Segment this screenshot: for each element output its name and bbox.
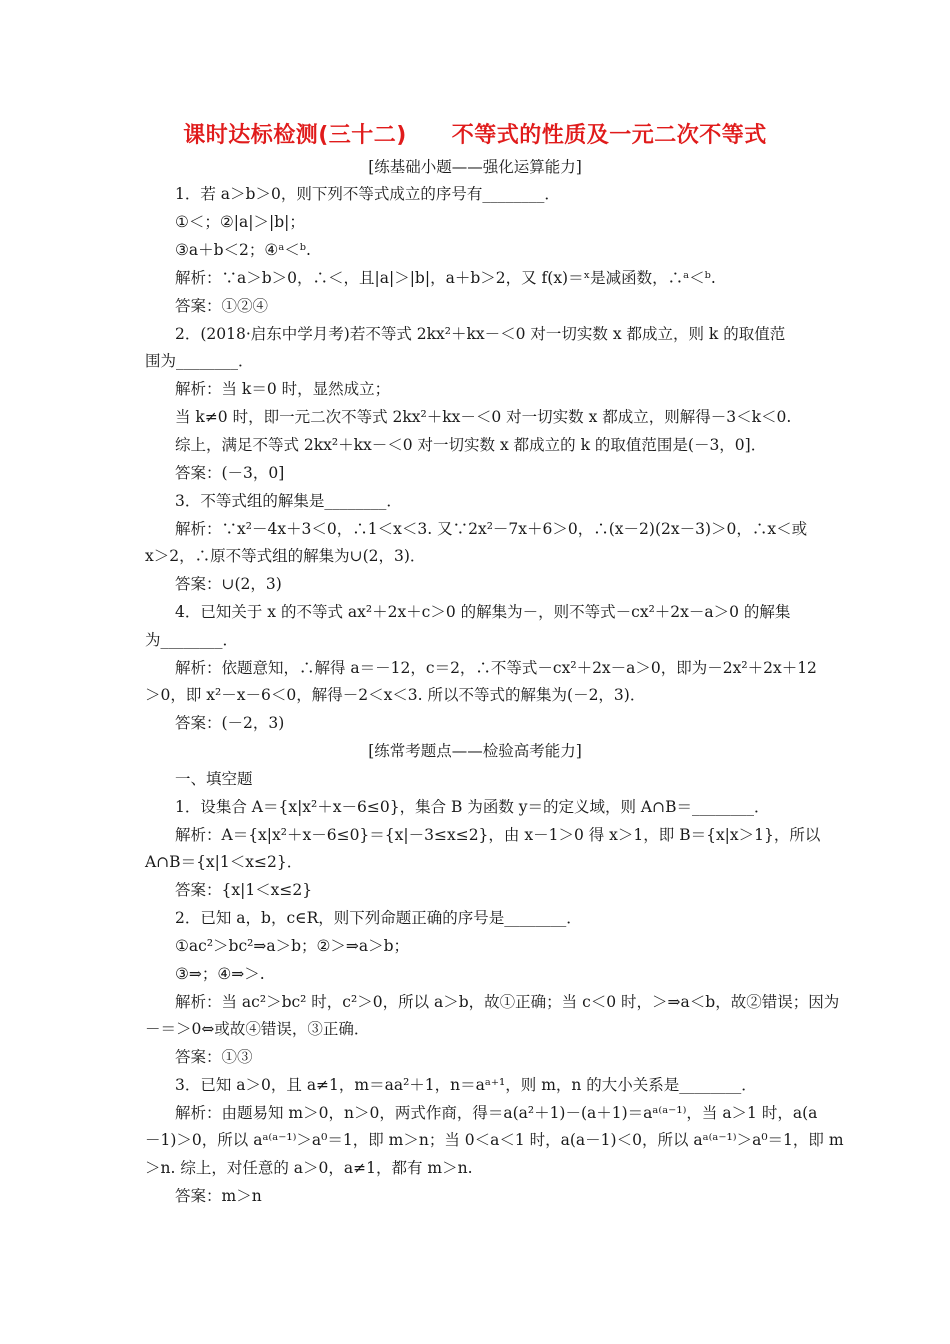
text-line: 解析：当 k＝0 时，显然成立； (175, 380, 391, 398)
text-line: 综上，满足不等式 2kx²＋kx－＜0 对一切实数 x 都成立的 k 的取值范围是(－3，0]． (175, 436, 767, 454)
text-line: ③a＋b＜2；④ᵃ＜ᵇ. (175, 241, 311, 259)
text-line: 3．不等式组的解集是________． (175, 492, 402, 510)
text-line: ＞n. 综上，对任意的 a＞0，a≠1，都有 m＞n. (145, 1159, 473, 1177)
text-line: 答案：m＞n (175, 1187, 262, 1205)
text-line: 解析：A＝{x|x²＋x－6≤0}＝{x|－3≤x≤2}，由 x－1＞0 得 x＞1，即 B＝{x|x＞1}，所以 (175, 826, 821, 844)
text-line: 解析：当 ac²＞bc² 时，c²＞0，所以 a＞b，故①正确；当 c＜0 时，＞⇒a＜b，故②错误；因为 (175, 993, 840, 1011)
text-line: 解析：∵x²－4x＋3＜0，∴1＜x＜3. 又∵2x²－7x＋6＞0，∴(x－2)(2x－3)＞0，∴x＜或 (175, 520, 808, 538)
text-line: 一、填空题 (175, 770, 253, 788)
text-line: ＞0，即 x²－x－6＜0，解得－2＜x＜3. 所以不等式的解集为(－2，3)． (145, 686, 646, 704)
text-line: 2．已知 a，b，c∈R，则下列命题正确的序号是________． (175, 909, 582, 927)
text-line: 答案：∪(2，3) (175, 575, 282, 593)
text-line: 当 k≠0 时，即一元二次不等式 2kx²＋kx－＜0 对一切实数 x 都成立，则解得－3＜k＜0. (175, 408, 792, 426)
page-title: 课时达标检测(三十二) 不等式的性质及一元二次不等式 (183, 123, 767, 148)
text-line: ③⇒；④⇒＞. (175, 965, 265, 983)
text-line: ①ac²＞bc²⇒a＞b；②＞⇒a＞b； (175, 937, 410, 955)
text-line: 4．已知关于 x 的不等式 ax²＋2x＋c＞0 的解集为－，则不等式－cx²＋2x－a＞0 的解集 (175, 603, 791, 621)
text-line: 为________． (145, 631, 239, 649)
text-line: －1)＞0，所以 aᵃ⁽ᵃ⁻¹⁾＞a⁰＝1，即 m＞n；当 0＜a＜1 时，a(a－1)＜0，所以 aᵃ⁽ᵃ⁻¹⁾＞a⁰＝1，即 m (145, 1131, 844, 1149)
text-line: 2．(2018·启东中学月考)若不等式 2kx²＋kx－＜0 对一切实数 x 都成立，则 k 的取值范 (175, 325, 786, 343)
text-line: 1．设集合 A＝{x|x²＋x－6≤0}，集合 B 为函数 y＝的定义域，则 A∩B＝________． (175, 798, 770, 816)
text-line: [练常考题点——检验高考能力] (368, 742, 582, 760)
text-line: ①＜；②|a|＞|b|； (175, 213, 305, 231)
text-line: 答案：①③ (175, 1048, 253, 1066)
text-line: 答案：①②④ (175, 297, 269, 315)
text-line: 解析：由题易知 m＞0，n＞0，两式作商，得＝a(a²＋1)－(a＋1)＝aᵃ⁽ᵃ⁻¹⁾，当 a＞1 时，a(a (175, 1104, 818, 1122)
text-line: 答案：(－3，0] (175, 464, 285, 482)
text-line: 解析：依题意知，∴解得 a＝－12，c＝2，∴不等式－cx²＋2x－a＞0，即为－2x²＋2x＋12 (175, 659, 817, 677)
text-line: 解析：∵a＞b＞0，∴＜，且|a|＞|b|，a＋b＞2，又 f(x)＝ˣ是减函数，∴ᵃ＜ᵇ. (175, 269, 716, 287)
text-line: x＞2，∴原不等式组的解集为∪(2，3)． (145, 547, 426, 565)
text-line: 围为________． (145, 352, 254, 370)
text-line: 答案：{x|1＜x≤2} (175, 881, 313, 899)
text-line: 答案：(－2，3) (175, 714, 285, 732)
text-line: 1．若 a＞b＞0，则下列不等式成立的序号有________． (175, 185, 560, 203)
text-line: －＝＞0⇔或故④错误，③正确． (145, 1020, 370, 1038)
text-line: A∩B＝{x|1＜x≤2}． (145, 853, 303, 871)
text-line: [练基础小题——强化运算能力] (368, 158, 582, 176)
text-line: 3．已知 a＞0，且 a≠1，m＝aa²＋1，n＝aᵃ⁺¹，则 m，n 的大小关系是________． (175, 1076, 757, 1094)
